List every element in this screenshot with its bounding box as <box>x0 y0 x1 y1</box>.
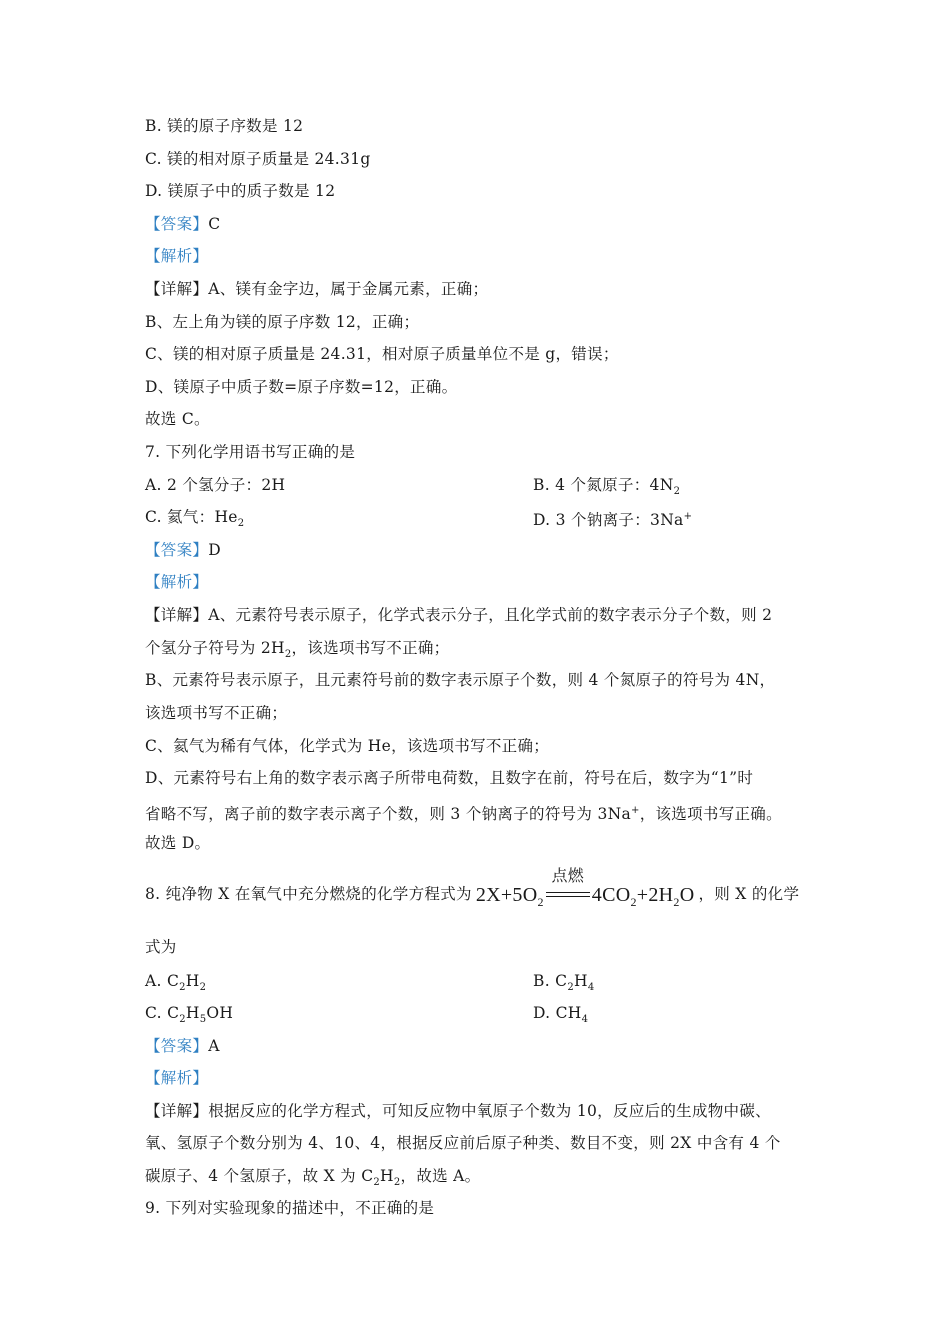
q8-detail-line-3: 碳原子、4 个氢原子，故 X 为 $C_2H_2$，故选 A。 <box>145 1167 481 1189</box>
detail-tag: 【详解】 <box>145 606 209 624</box>
q7-detail-line-3: B、元素符号表示原子，且元素符号前的数字表示原子个数，则 4 个氮原子的符号为 4N， <box>145 671 776 689</box>
reaction-condition: 点燃 <box>551 866 585 885</box>
q6-option-b: B. 镁的原子序数是 12 <box>145 117 304 135</box>
q7-analysis-tag: 【解析】 <box>145 573 209 591</box>
q7-option-a: A. 2 个氢分子：2H <box>145 476 286 494</box>
q7-option-c: C. 氦气：$He_2$ <box>145 508 245 530</box>
reaction-arrow <box>546 866 590 897</box>
q7-detail-line-6: D、元素符号右上角的数字表示离子所带电荷数，且数字在前，符号在后，数字为“1”时 <box>145 769 754 787</box>
q9-stem: 9. 下列对实验现象的描述中，不正确的是 <box>145 1199 435 1217</box>
q7-option-b: B. 4 个氮原子：$4N_2$ <box>533 476 681 498</box>
detail-tag: 【详解】 <box>145 1102 209 1120</box>
q6-detail-line-4: D、镁原子中质子数=原子序数=12，正确。 <box>145 378 458 396</box>
q7-detail-line-5: C、氦气为稀有气体，化学式为 He，该选项书写不正确； <box>145 737 550 755</box>
q6-detail-line-3: C、镁的相对原子质量是 24.31，相对原子质量单位不是 g，错误； <box>145 345 619 363</box>
q6-conclusion: 故选 C。 <box>145 410 210 428</box>
q8-detail-line-2: 氧、氢原子个数分别为 4、10、4，根据反应前后原子种类、数目不变，则 2X 中含有 4 个 <box>145 1134 781 1152</box>
q7-detail-line-7: 省略不写，离子前的数字表示离子个数，则 3 个钠离子的符号为 3Na+，该选项书写正确。 <box>145 805 782 824</box>
q8-analysis-tag: 【解析】 <box>145 1069 209 1087</box>
q7-detail-line-1: 【详解】A、元素符号表示原子，化学式表示分子，且化学式前的数字表示分子个数，则 2 <box>145 606 773 624</box>
answer-tag: 【答案】 <box>145 215 209 233</box>
q8-option-d: D. $CH_4$ <box>533 1004 589 1026</box>
q8-stem-line-2: 式为 <box>145 938 177 956</box>
answer-value: D <box>208 541 221 559</box>
q7-stem: 7. 下列化学用语书写正确的是 <box>145 443 356 461</box>
q6-detail-line-2: B、左上角为镁的原子序数 12，正确； <box>145 313 420 331</box>
q6-option-c: C. 镁的相对原子质量是 24.31g <box>145 150 371 168</box>
answer-value: A <box>208 1037 220 1055</box>
q7-detail-line-2: 个氢分子符号为 $2H_2$，该选项书写不正确； <box>145 639 450 661</box>
q7-detail-line-4: 该选项书写不正确； <box>145 704 288 722</box>
q8-option-a: A. $C_2H_2$ <box>145 972 207 994</box>
q8-option-b: B. $C_2H_4$ <box>533 972 595 994</box>
q7-conclusion: 故选 D。 <box>145 834 211 852</box>
chemical-equation: $2X+5O_2$ 点燃 $4CO_2+2H_2O$ <box>475 866 695 909</box>
q7-option-d: D. 3 个钠离子：3Na+ <box>533 511 693 530</box>
q7-answer <box>145 540 221 560</box>
q8-option-c: C. $C_2H_5OH$ <box>145 1004 234 1026</box>
q6-option-d: D. 镁原子中的质子数是 12 <box>145 182 336 200</box>
answer-tag: 【答案】 <box>145 541 209 559</box>
q6-answer <box>145 214 220 234</box>
q6-detail-line-1: 【详解】A、镁有金字边，属于金属元素，正确； <box>145 280 489 298</box>
answer-tag: 【答案】 <box>145 1037 209 1055</box>
q8-detail-line-1: 【详解】根据反应的化学方程式，可知反应物中氧原子个数为 10，反应后的生成物中碳、 <box>145 1102 771 1120</box>
q6-analysis-tag: 【解析】 <box>145 247 209 265</box>
answer-value: C <box>208 215 221 233</box>
q8-answer <box>145 1036 220 1056</box>
detail-tag: 【详解】 <box>145 280 209 298</box>
q8-stem: 8. 纯净物 X 在氧气中充分燃烧的化学方程式为 $2X+5O_2$ 点燃 $4CO_2+2H_2O$ ，则 X 的化学 <box>145 884 799 912</box>
